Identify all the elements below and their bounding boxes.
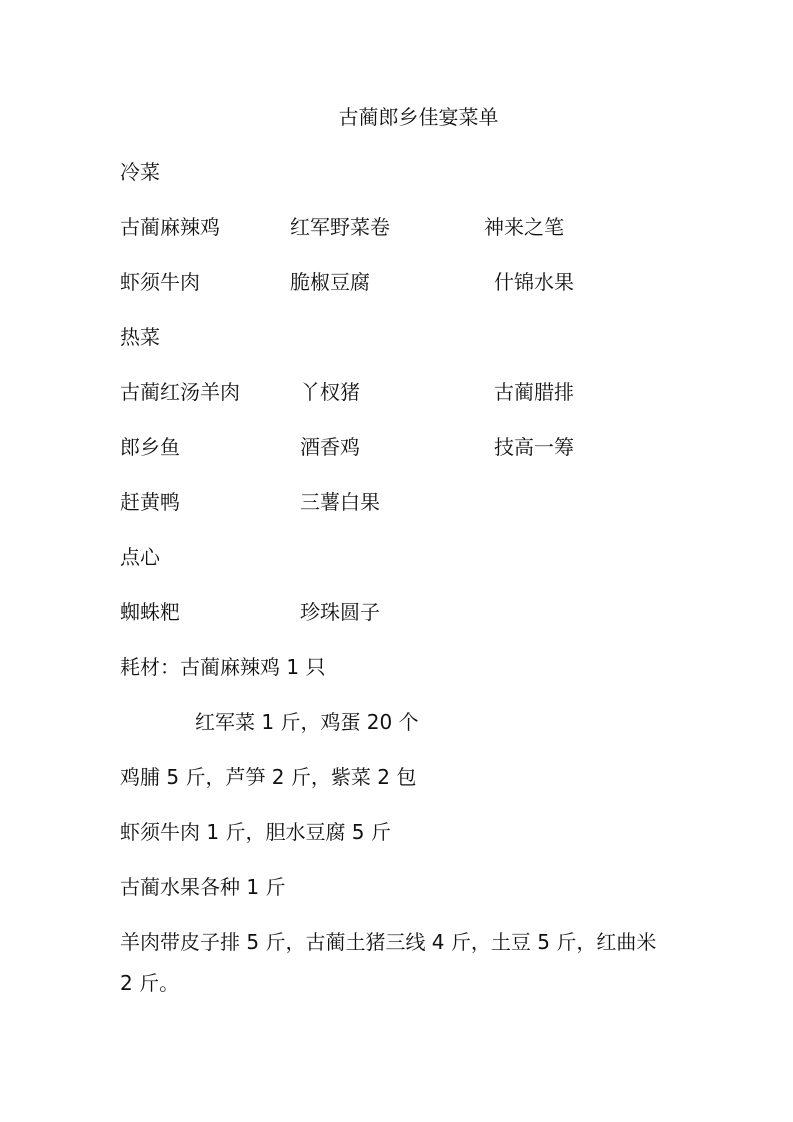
materials-line: 红军菜 1 斤，鸡蛋 20 个 — [195, 710, 419, 734]
section-heading-dessert: 点心 — [120, 545, 160, 569]
dish-item: 红军野菜卷 — [290, 215, 390, 239]
dish-item: 赶黄鸭 — [120, 490, 180, 514]
materials-line: 2 斤。 — [120, 971, 180, 995]
dish-item: 什锦水果 — [494, 270, 574, 294]
materials-line: 羊肉带皮子排 5 斤，古蔺土猪三线 4 斤，土豆 5 斤，红曲米 — [120, 930, 657, 954]
dish-item: 古蔺腊排 — [494, 380, 574, 404]
page-title: 古蔺郎乡佳宴菜单 — [338, 105, 499, 129]
materials-line: 古蔺水果各种 1 斤 — [120, 875, 286, 899]
section-heading-hot: 热菜 — [120, 325, 160, 349]
materials-line: 耗材：古蔺麻辣鸡 1 只 — [120, 655, 326, 679]
dish-item: 古蔺麻辣鸡 — [120, 215, 220, 239]
dish-item: 郎乡鱼 — [120, 435, 180, 459]
dish-item: 酒香鸡 — [300, 435, 360, 459]
dish-item: 神来之笔 — [484, 215, 564, 239]
dish-item: 虾须牛肉 — [120, 270, 200, 294]
materials-line: 虾须牛肉 1 斤，胆水豆腐 5 斤 — [120, 820, 391, 844]
materials-line: 鸡脯 5 斤，芦笋 2 斤，紫菜 2 包 — [120, 765, 417, 789]
dish-item: 蜘蛛粑 — [120, 600, 180, 624]
dish-item: 三薯白果 — [300, 490, 380, 514]
dish-item: 丫杈猪 — [300, 380, 360, 404]
section-heading-cold: 冷菜 — [120, 160, 160, 184]
dish-item: 脆椒豆腐 — [290, 270, 370, 294]
dish-item: 技高一筹 — [494, 435, 574, 459]
dish-item: 古蔺红汤羊肉 — [120, 380, 240, 404]
dish-item: 珍珠圆子 — [300, 600, 380, 624]
